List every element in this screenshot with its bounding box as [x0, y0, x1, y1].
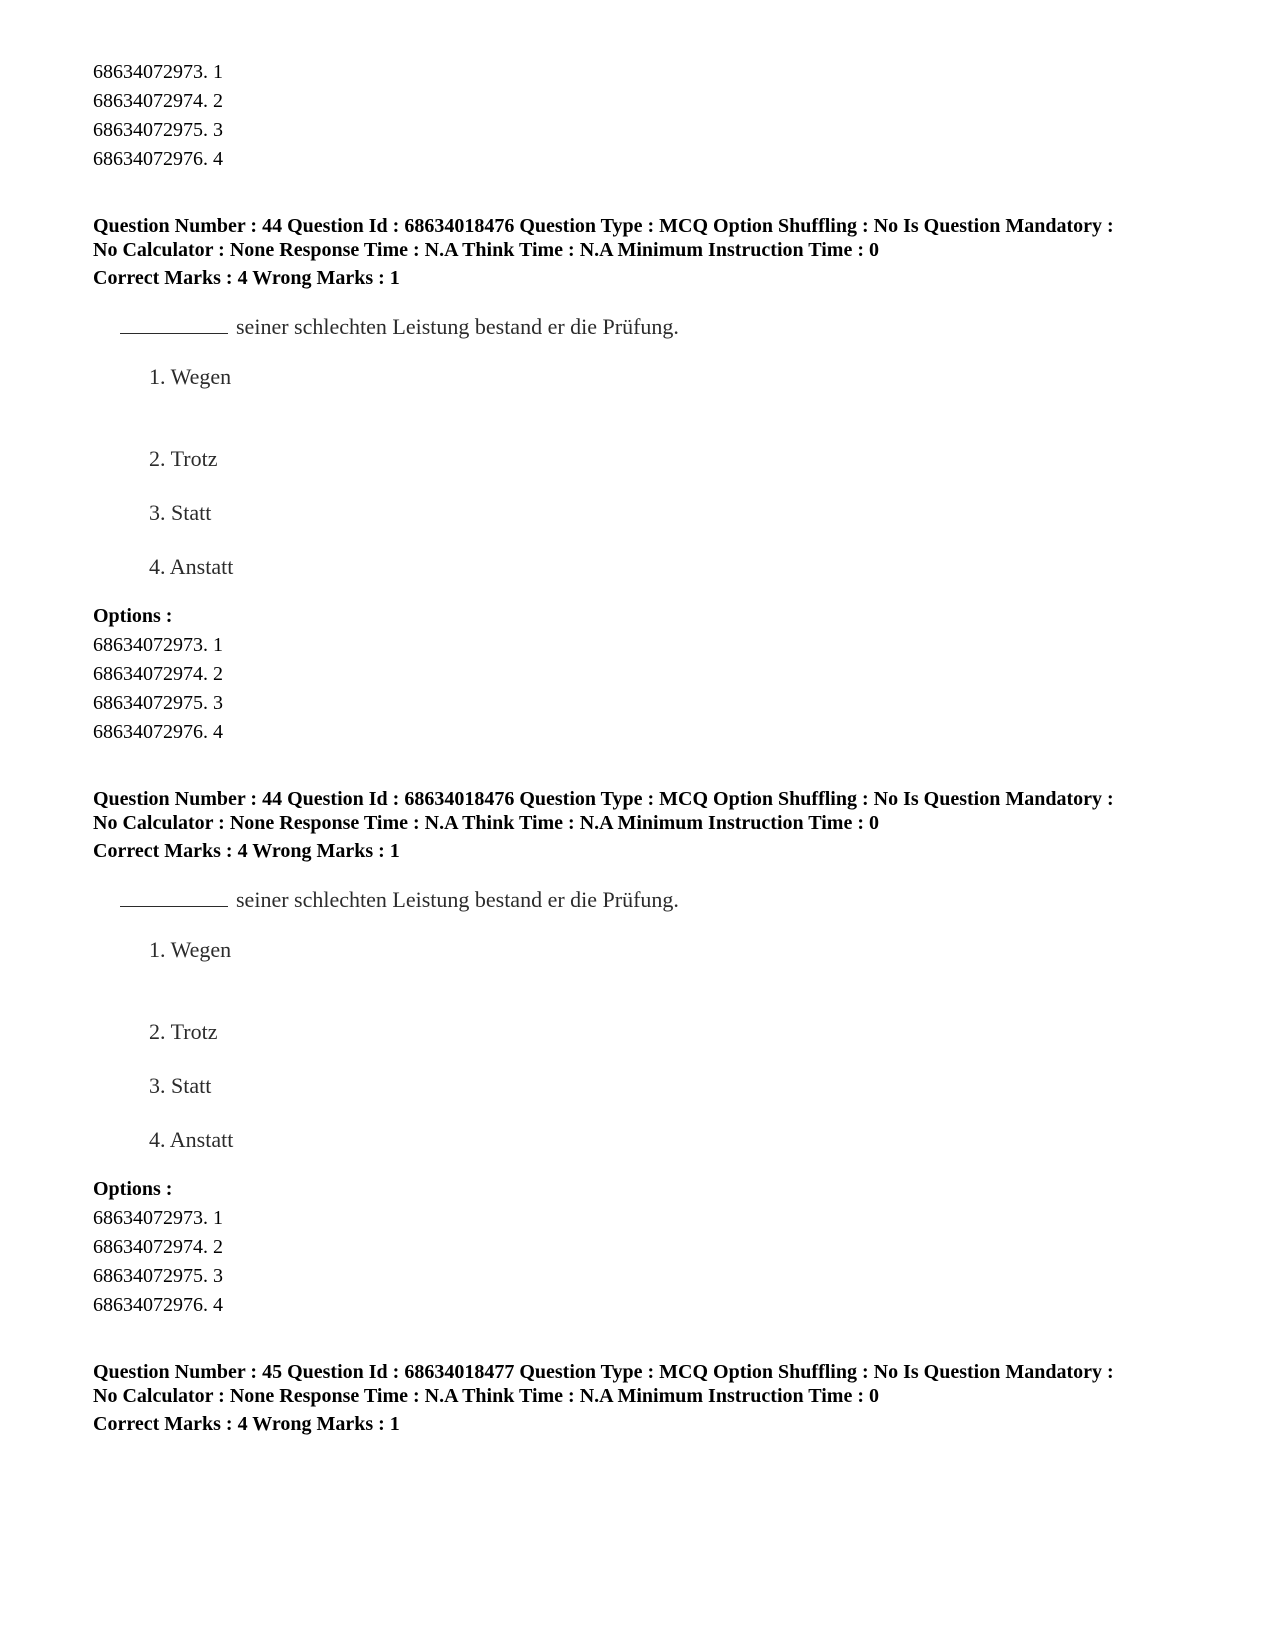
answer-choice: 4. Anstatt	[149, 554, 234, 579]
question-marks: Correct Marks : 4 Wrong Marks : 1	[93, 840, 400, 862]
option-value: 1	[213, 1207, 223, 1229]
option-id: 68634072973.	[93, 634, 208, 656]
question-meta-line-1: Question Number : 44 Question Id : 68634018476 Question Type : MCQ Option Shuffling : No Is Question Mandatory :	[93, 215, 1114, 237]
option-line	[93, 660, 1213, 689]
option-line	[93, 58, 1213, 87]
option-id: 68634072975.	[93, 1265, 208, 1287]
top-options-list	[93, 58, 1213, 174]
question-marks: Correct Marks : 4 Wrong Marks : 1	[93, 1413, 400, 1435]
question-block-1	[93, 214, 1213, 747]
answer-choice: 3. Statt	[149, 500, 212, 525]
option-value: 3	[213, 692, 223, 714]
question-block-2	[93, 787, 1213, 1320]
option-value: 3	[213, 119, 223, 141]
option-id: 68634072974.	[93, 663, 208, 685]
answer-choice: 4. Anstatt	[149, 1127, 234, 1152]
answer-choice: 3. Statt	[149, 1073, 212, 1098]
option-line	[93, 145, 1213, 174]
question-meta-line-1: Question Number : 44 Question Id : 68634018476 Question Type : MCQ Option Shuffling : No Is Question Mandatory :	[93, 788, 1114, 810]
option-line	[93, 87, 1213, 116]
question-stem-text: seiner schlechten Leistung bestand er die Prüfung.	[236, 314, 679, 339]
option-line	[93, 1291, 1213, 1320]
document-page	[93, 58, 1213, 1436]
option-id: 68634072973.	[93, 61, 208, 83]
options-label: Options :	[93, 1178, 173, 1200]
fill-in-blank	[120, 886, 228, 907]
option-value: 4	[213, 1294, 223, 1316]
option-value: 1	[213, 61, 223, 83]
question-stem-text: seiner schlechten Leistung bestand er die Prüfung.	[236, 887, 679, 912]
option-line	[93, 631, 1213, 660]
options-list	[93, 631, 1213, 747]
question-meta-line-1: Question Number : 45 Question Id : 68634018477 Question Type : MCQ Option Shuffling : No Is Question Mandatory :	[93, 1361, 1114, 1383]
answer-choices	[149, 362, 1213, 582]
option-value: 2	[213, 1236, 223, 1258]
option-value: 4	[213, 721, 223, 743]
option-id: 68634072976.	[93, 721, 208, 743]
question-block-3	[93, 1360, 1213, 1436]
option-value: 2	[213, 90, 223, 112]
option-line	[93, 1204, 1213, 1233]
question-meta-line-2: No Calculator : None Response Time : N.A Think Time : N.A Minimum Instruction Time : 0	[93, 1385, 879, 1407]
option-value: 2	[213, 663, 223, 685]
question-meta-line-2: No Calculator : None Response Time : N.A Think Time : N.A Minimum Instruction Time : 0	[93, 239, 879, 261]
option-id: 68634072975.	[93, 119, 208, 141]
option-line	[93, 116, 1213, 145]
option-id: 68634072974.	[93, 1236, 208, 1258]
answer-choice: 2. Trotz	[149, 1019, 218, 1044]
option-value: 1	[213, 634, 223, 656]
answer-choice: 2. Trotz	[149, 446, 218, 471]
options-label: Options :	[93, 605, 173, 627]
option-id: 68634072976.	[93, 148, 208, 170]
option-line	[93, 1233, 1213, 1262]
option-line	[93, 689, 1213, 718]
answer-choices	[149, 935, 1213, 1155]
fill-in-blank	[120, 313, 228, 334]
question-meta-line-2: No Calculator : None Response Time : N.A Think Time : N.A Minimum Instruction Time : 0	[93, 812, 879, 834]
question-stem	[120, 312, 1213, 342]
answer-choice: 1. Wegen	[149, 364, 232, 389]
option-value: 4	[213, 148, 223, 170]
option-id: 68634072973.	[93, 1207, 208, 1229]
option-value: 3	[213, 1265, 223, 1287]
option-line	[93, 718, 1213, 747]
question-marks: Correct Marks : 4 Wrong Marks : 1	[93, 267, 400, 289]
option-line	[93, 1262, 1213, 1291]
option-id: 68634072974.	[93, 90, 208, 112]
question-stem	[120, 885, 1213, 915]
options-list	[93, 1204, 1213, 1320]
option-id: 68634072976.	[93, 1294, 208, 1316]
answer-choice: 1. Wegen	[149, 937, 232, 962]
option-id: 68634072975.	[93, 692, 208, 714]
